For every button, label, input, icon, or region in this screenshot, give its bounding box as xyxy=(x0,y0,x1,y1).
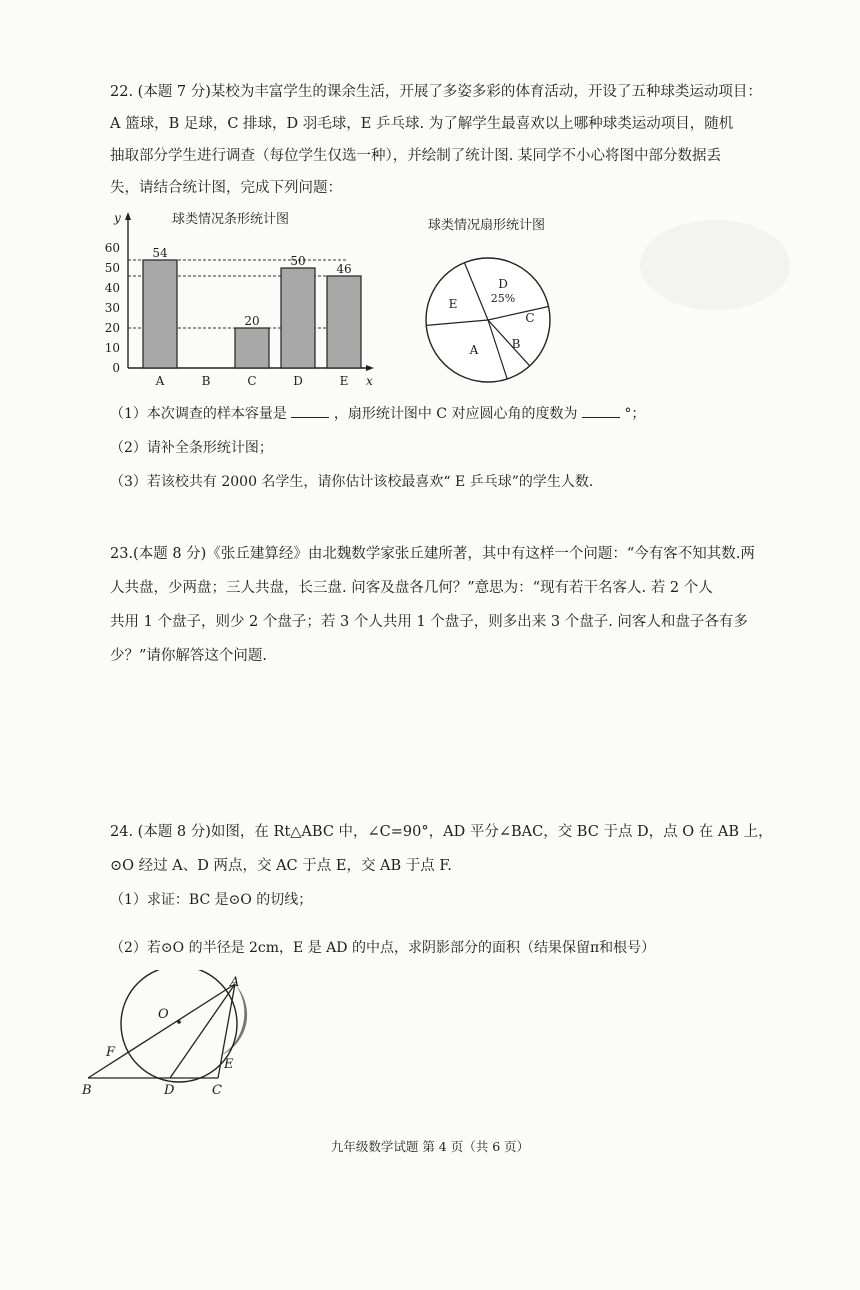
label-e: E xyxy=(224,1057,234,1072)
x-tick-label: E xyxy=(339,374,349,388)
label-o: O xyxy=(158,1007,169,1022)
q22-line-3: 抽取部分学生进行调查（每位学生仅选一种），并绘制了统计图. 某同学不小心将图中部分数据丢 xyxy=(110,148,721,164)
bar-value-label: 54 xyxy=(152,246,168,260)
x-tick-label: D xyxy=(293,374,303,388)
bar-d xyxy=(281,268,315,368)
y-axis-label: y xyxy=(114,211,121,225)
page-footer: 九年级数学试题 第 4 页（共 6 页） xyxy=(330,1139,530,1154)
y-tick-label: 10 xyxy=(104,341,120,355)
q22-line-2: A 篮球，B 足球，C 排球，D 羽毛球，E 乒乓球. 为了解学生最喜欢以上哪种球类运动项目，随机 xyxy=(110,116,734,132)
q22-part-1-text-c: °； xyxy=(624,406,646,422)
center-point-o xyxy=(177,1020,181,1024)
pie-label-c: C xyxy=(525,311,535,325)
scan-smudge xyxy=(640,220,790,310)
q22-part-3: （3）若该校共有 2000 名学生，请你估计该校最喜欢“ E 乒乓球”的学生人数. xyxy=(110,474,594,490)
q24-part-1: （1）求证：BC 是⊙O 的切线； xyxy=(110,892,313,908)
q22-line-4: 失，请结合统计图，完成下列问题： xyxy=(110,180,342,196)
q24-line-1: 24. (本题 8 分)如图，在 Rt△ABC 中，∠C=90°，AD 平分∠BAC，交 BC 于点 D，点 O 在 AB 上， xyxy=(110,824,773,840)
answer-blank-1[interactable] xyxy=(291,405,329,418)
x-tick-label: B xyxy=(201,374,211,388)
x-axis-label: x xyxy=(366,374,373,388)
segment-ba xyxy=(88,984,235,1078)
q23-line-4: 少？”请你解答这个问题. xyxy=(110,648,268,664)
pie-label-e: E xyxy=(448,297,458,311)
q22-part-1-text-b: ，扇形统计图中 C 对应圆心角的度数为 xyxy=(333,406,578,422)
q23-line-1: 23.(本题 8 分)《张丘建算经》由北魏数学家张丘建所著，其中有这样一个问题：“今有客不知其数.两 xyxy=(110,546,755,562)
bar-c xyxy=(235,328,269,368)
label-d: D xyxy=(164,1083,175,1098)
label-b: B xyxy=(82,1083,92,1098)
pie-chart xyxy=(418,250,558,390)
x-axis-arrow xyxy=(366,365,374,371)
bar-e xyxy=(327,276,361,368)
bar-chart-title: 球类情况条形统计图 xyxy=(172,212,290,227)
bar-value-label: 50 xyxy=(290,254,306,268)
pie-label-b: B xyxy=(511,337,521,351)
q22-part-1-text-a: （1）本次调查的样本容量是 xyxy=(110,406,287,422)
bar-value-label: 20 xyxy=(244,314,260,328)
y-tick-label: 40 xyxy=(104,281,120,295)
label-f: F xyxy=(106,1045,116,1060)
x-tick-label: C xyxy=(247,374,257,388)
y-tick-label: 0 xyxy=(112,361,120,375)
bar-chart xyxy=(100,208,380,388)
y-tick-label: 60 xyxy=(104,241,120,255)
q22-part-1 xyxy=(110,404,645,424)
y-tick-label: 50 xyxy=(104,261,120,275)
pie-value-d: 25% xyxy=(490,292,516,305)
q24-line-2: ⊙O 经过 A、D 两点，交 AC 于点 E，交 AB 于点 F. xyxy=(110,858,452,874)
pie-label-a: A xyxy=(469,343,479,357)
geometry-figure xyxy=(78,970,258,1100)
q22-part-2: （2）请补全条形统计图； xyxy=(110,440,273,456)
y-axis-arrow xyxy=(125,212,131,220)
label-a: A xyxy=(230,975,240,990)
q24-part-2: （2）若⊙O 的半径是 2cm，E 是 AD 的中点，求阴影部分的面积（结果保留π和根号） xyxy=(110,940,656,956)
bar-value-label: 46 xyxy=(336,262,352,276)
q23-line-3: 共用 1 个盘子，则少 2 个盘子；若 3 个人共用 1 个盘子，则多出来 3 个盘子. 问客人和盘子各有多 xyxy=(110,614,748,630)
pie-label-d: D xyxy=(498,277,508,291)
q22-line-1: 22. (本题 7 分)某校为丰富学生的课余生活，开展了多姿多彩的体育活动，开设了五种球类运动项目： xyxy=(110,84,762,100)
pie-chart-title: 球类情况扇形统计图 xyxy=(428,218,546,233)
y-tick-label: 20 xyxy=(104,321,120,335)
y-tick-label: 30 xyxy=(104,301,120,315)
answer-blank-2[interactable] xyxy=(582,405,620,418)
label-c: C xyxy=(212,1083,222,1098)
bar-a xyxy=(143,260,177,368)
x-tick-label: A xyxy=(155,374,165,388)
q23-line-2: 人共盘，少两盘；三人共盘，长三盘. 问客及盘各几何？”意思为：“现有若干名客人. 若 2 个人 xyxy=(110,580,713,596)
